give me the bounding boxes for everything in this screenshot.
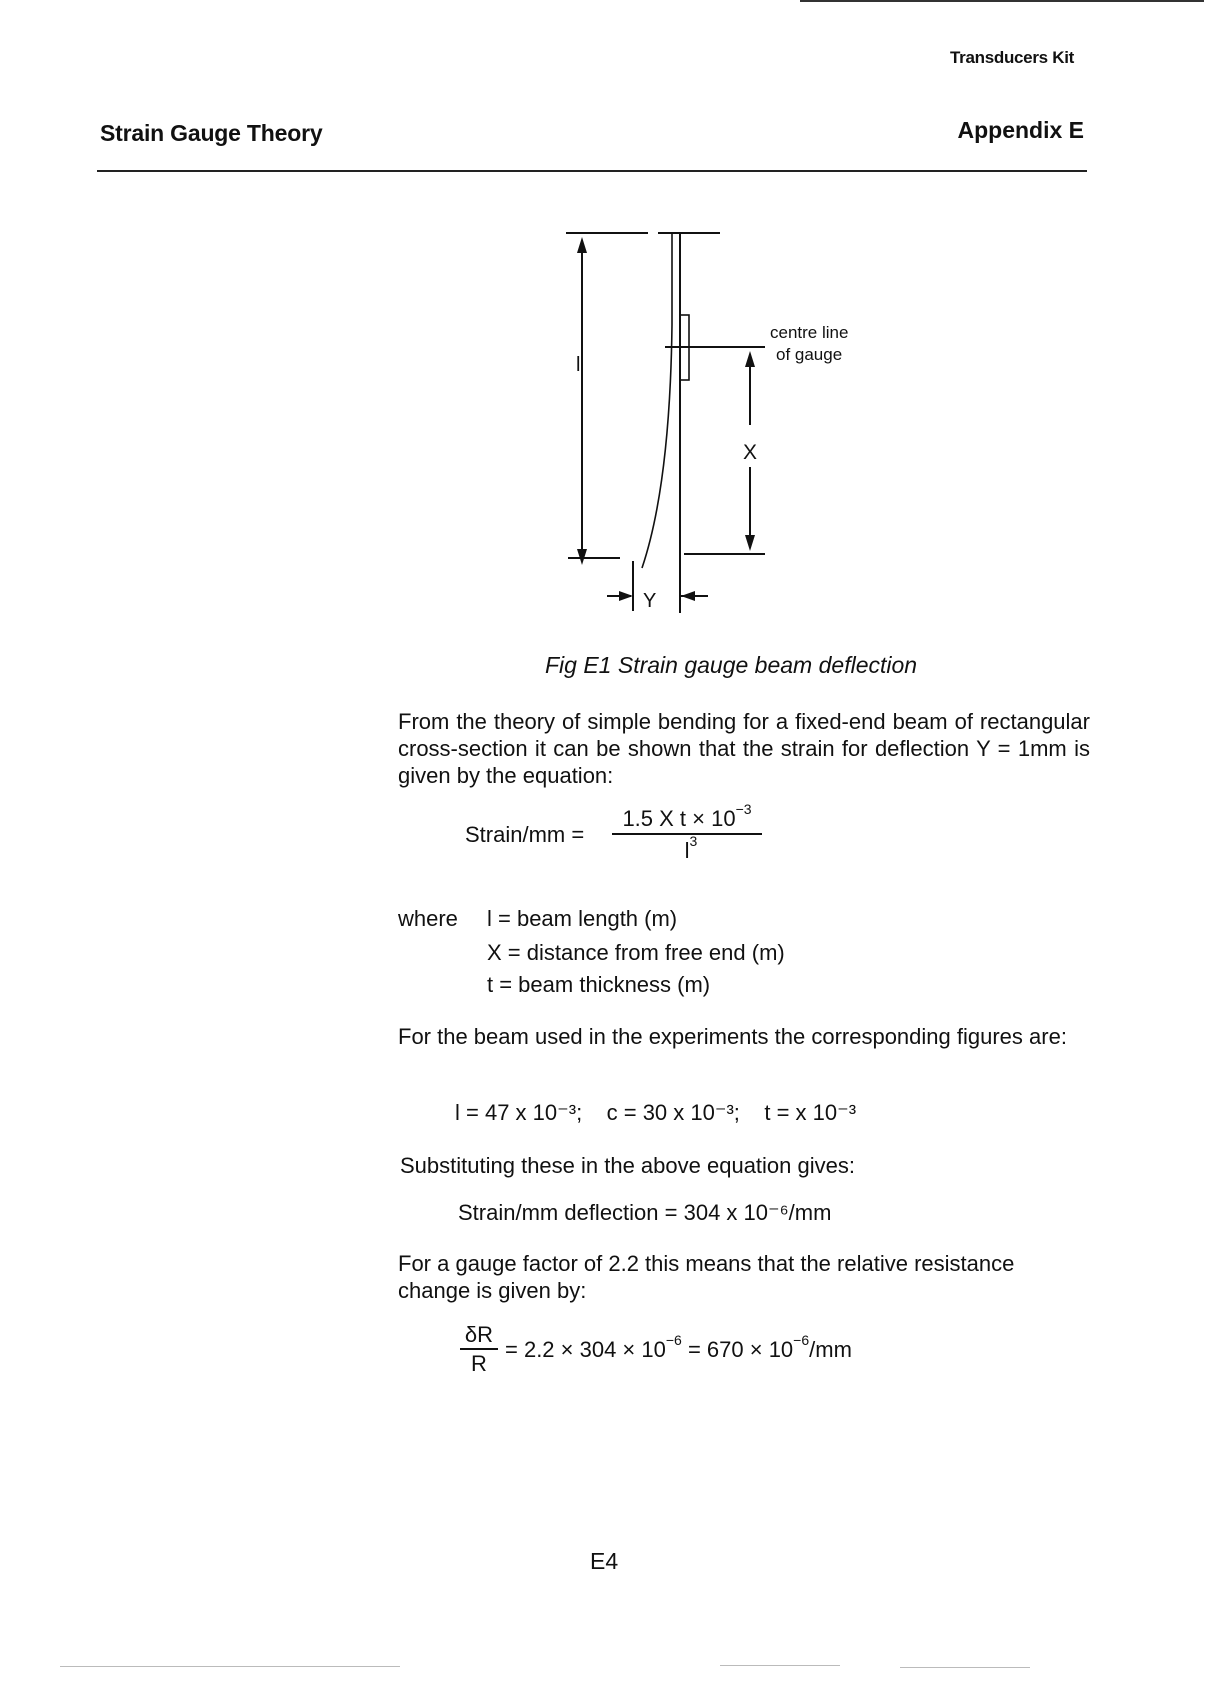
scan-noise — [900, 1667, 1030, 1668]
intro-paragraph: From the theory of simple bending for a fixed-end beam of rectangular cross-section it can be shown that the strain for deflection Y = 1mm is given by the equation: — [398, 709, 1090, 788]
equation-strain — [465, 822, 584, 848]
beam-deflection-diagram — [560, 225, 849, 625]
page-number: E4 — [590, 1548, 619, 1574]
eq1-fraction — [612, 801, 762, 864]
beam-deflected — [642, 233, 672, 568]
eq1-label: Strain/mm = — [465, 822, 585, 847]
eq2-denominator: R — [471, 1351, 487, 1376]
gauge-paragraph: For a gauge factor of 2.2 this means that the relative resistance change is given by: — [398, 1251, 1015, 1303]
figures-line: l = 47 x 10⁻³; c = 30 x 10⁻³; t = x 10⁻³ — [455, 1100, 857, 1125]
eq2-fraction-bar — [460, 1348, 498, 1350]
label-y: Y — [643, 590, 657, 612]
where-item: X = distance from free end (m) — [487, 940, 785, 965]
kit-name: Transducers Kit — [950, 48, 1074, 67]
substituting-text: Substituting these in the above equation gives: — [400, 1153, 855, 1178]
eq1-numerator: 1.5 X $t \times 10^{-3}$ — [622, 801, 752, 831]
eq2-fraction — [460, 1322, 498, 1377]
where-item: t = beam thickness (m) — [487, 972, 711, 997]
strain-result: Strain/mm deflection = 304 x 10⁻⁶/mm — [458, 1200, 832, 1225]
where-item: l = beam length (m) — [487, 906, 678, 931]
section-title: Strain Gauge Theory — [100, 120, 323, 146]
experiment-paragraph: For the beam used in the experiments the corresponding figures are: — [398, 1024, 1067, 1049]
eq2-numerator: δR — [464, 1322, 494, 1347]
scan-noise — [60, 1666, 400, 1667]
figure-caption: Fig E1 Strain gauge beam deflection — [545, 652, 918, 678]
header-rule — [97, 170, 1087, 172]
x-arrow-bottom — [745, 535, 755, 551]
x-arrow-top — [745, 351, 755, 367]
label-l: l — [576, 354, 581, 376]
where-label: where — [398, 906, 458, 931]
eq1-denominator: $l^3$ — [684, 833, 698, 863]
eq1-numerator-exp: −3 — [735, 801, 752, 817]
y-arrowhead-right — [681, 591, 695, 601]
label-x: X — [743, 441, 758, 464]
appendix-label: Appendix E — [957, 117, 1084, 143]
eq1-fraction-bar — [612, 833, 762, 835]
label-centre-line-1: centre line — [770, 323, 849, 342]
top-rule — [800, 0, 1204, 2]
scan-noise — [720, 1665, 840, 1666]
label-centre-line-2: of gauge — [776, 345, 843, 364]
y-arrowhead-left — [619, 591, 633, 601]
l-arrow-top — [577, 237, 587, 253]
eq2-rhs: = $2.2 \times 304 \times 10^{-6} = 670 \times 10^{-6}/mm$ — [505, 1332, 852, 1362]
eq1-denominator-exp: 3 — [689, 833, 698, 849]
